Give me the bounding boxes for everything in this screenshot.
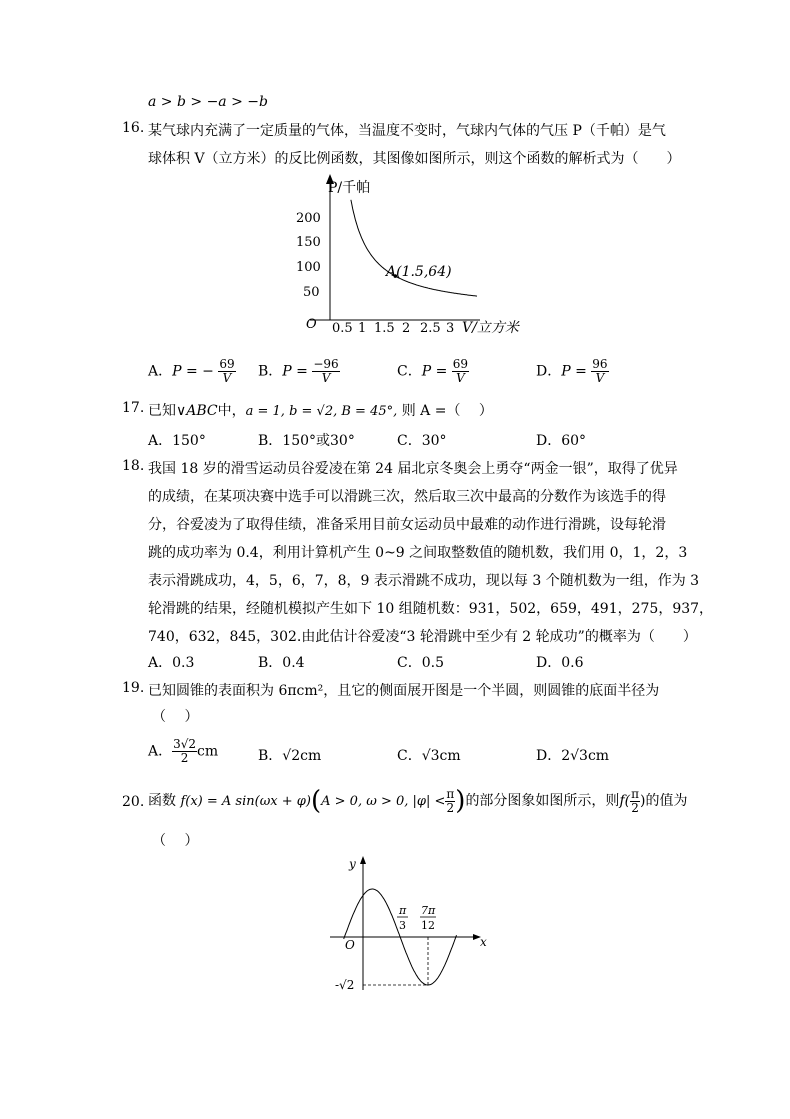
q18-line5: 表示滑跳成功，4，5，6，7，8，9 表示滑跳不成功，现以每 3 个随机数为一组，作为 3 [148, 573, 700, 589]
q20-ask-post: ) [639, 793, 646, 809]
q17-option-d[interactable]: D．60° [536, 433, 587, 449]
q18-line7: 740，632，845，302.由此估计谷爱凌“3 轮滑跳中至少有 2 轮成功”的概率为（ ） [148, 629, 697, 645]
q16-option-c-frac [452, 358, 469, 385]
q18-line3: 分，谷爱凌为了取得佳绩，准备采用目前女运动员中最难的动作进行滑跳，设每轮滑 [148, 517, 666, 533]
q18-line2: 的成绩，在某项决赛中选手可以滑跳三次，然后取三次中最高的分数作为该选手的得 [148, 489, 666, 505]
q16-option-c-num: 69 [452, 357, 469, 371]
q16-option-a-frac [218, 358, 235, 385]
q16-option-b-lhs: P = [282, 363, 308, 380]
q17-conditions: a = 1, b = √2, B = 45°, [245, 404, 398, 419]
q19-option-a-num: 3√2 [173, 737, 197, 751]
q20-line2: （ ） [152, 833, 199, 849]
q19-option-a[interactable] [148, 738, 218, 765]
q20-stem: 函数 f(x) = A sin(ωx + φ)(A > 0, ω > 0, |φ| < $\frac{\pi}{2}$ )的部分图象如图所示，则f( $\frac{\pi}{2}$ )的值为 [148, 786, 688, 816]
q18-option-d[interactable]: D．0.6 [536, 655, 584, 671]
q16-x-tick-2.5: 2.5 [420, 321, 441, 336]
q19-option-a-unit: cm [197, 743, 219, 760]
q20-text-post: 的值为 [645, 793, 688, 809]
q19-option-a-den: 2 [180, 751, 189, 765]
q19-option-b[interactable]: B．√2cm [258, 748, 322, 764]
q16-point-label: A(1.5,64) [386, 264, 452, 280]
q16-option-a-den: V [222, 371, 232, 385]
q16-x-tick-0.5: 0.5 [332, 321, 353, 336]
q16-option-d-num: 96 [592, 357, 608, 371]
q16-option-c-label: C． [397, 363, 422, 380]
q16-x-label: V/立方米 [462, 320, 519, 336]
q19-option-a-frac [172, 738, 197, 765]
q16-option-a[interactable] [148, 358, 236, 385]
q16-option-d[interactable] [536, 358, 609, 385]
q16-x-tick-2: 2 [402, 321, 411, 336]
q20-graph [325, 850, 500, 1000]
q17-option-c[interactable]: C．30° [397, 433, 447, 449]
q19-line2: （ ） [152, 709, 199, 725]
q20-ask-pre: f( [619, 793, 631, 809]
q16-option-b[interactable] [258, 358, 340, 385]
q20-min-label: -√2 [335, 978, 355, 992]
q16-option-b-label: B． [258, 363, 283, 380]
q16-y-label: P/千帕 [328, 180, 371, 196]
q20-tick2-num: 7π [421, 904, 436, 917]
q20-text-mid: 的部分图象如图所示，则 [465, 793, 620, 809]
q16-option-a-lhs: P = − [172, 363, 214, 380]
q16-option-b-frac [312, 358, 339, 385]
q17-option-b[interactable]: B．150°或30° [258, 433, 355, 449]
q16-option-d-label: D． [536, 363, 562, 380]
q16-graph [290, 170, 540, 340]
q16-y-tick-50: 50 [303, 285, 320, 300]
q16-option-d-frac [591, 358, 608, 385]
q20-ask-num: π [631, 786, 639, 801]
q16-origin: O [306, 317, 317, 332]
q16-x-tick-1: 1 [358, 321, 367, 336]
q16-option-a-num: 69 [219, 357, 235, 371]
q19-option-a-label: A． [148, 743, 173, 760]
q20-tick1-den: 3 [399, 919, 406, 932]
q18-option-b[interactable]: B．0.4 [258, 655, 305, 671]
q16-option-d-lhs: P = [561, 363, 587, 380]
q18-option-c[interactable]: C．0.5 [397, 655, 444, 671]
q18-number: 18. [122, 458, 145, 474]
q19-line1: 已知圆锥的表面积为 6πcm²，且它的侧面展开图是一个半圆，则圆锥的底面半径为 [148, 683, 660, 699]
q16-line1: 某气球内充满了一定质量的气体，当温度不变时，气球内气体的气压 P（千帕）是气 [148, 123, 666, 139]
q20-ask-den: 2 [631, 800, 639, 815]
q16-option-c-den: V [456, 371, 465, 385]
q17-text-post: 则 A =（ ） [401, 403, 493, 419]
q20-y-arrow-icon [360, 856, 366, 864]
q16-y-tick-100: 100 [296, 260, 321, 275]
q20-tick2-den: 12 [421, 919, 435, 932]
q16-option-c-lhs: P = [421, 363, 448, 380]
q16-line2: 球体积 V（立方米）的反比例函数，其图像如图所示，则这个函数的解析式为（ ） [148, 151, 681, 167]
q20-func: f(x) = A sin(ωx + φ) [180, 794, 311, 809]
q20-tick1-num: π [399, 904, 407, 917]
q20-cond-den: 2 [446, 800, 455, 815]
q18-line6: 轮滑跳的结果，经随机模拟产生如下 10 组随机数：931，502，659，491，275，937， [148, 601, 714, 617]
q20-cond-frac [445, 788, 455, 815]
q19-option-d[interactable]: D．2√3cm [536, 748, 610, 764]
q19-option-c[interactable]: C．√3cm [397, 748, 461, 764]
q18-line1: 我国 18 岁的滑雪运动员谷爱凌在第 24 届北京冬奥会上勇夺“两金一银”，取得了优异 [148, 461, 678, 477]
top-line: a > b > −a > −b [148, 94, 268, 110]
q18-line4: 跳的成功率为 0.4，利用计算机产生 0~9 之间取整数值的随机数，我们用 0，1，2，3 [148, 545, 688, 561]
q18-option-a[interactable]: A．0.3 [148, 655, 195, 671]
q16-y-tick-150: 150 [296, 235, 321, 250]
q20-cond-num: π [446, 786, 455, 801]
q16-option-c[interactable] [397, 358, 469, 385]
q17-text-mid: 中， [217, 403, 246, 419]
q16-option-d-den: V [595, 371, 605, 385]
q17-triangle: ∨ABC [176, 403, 218, 419]
q20-text-pre: 函数 [148, 793, 176, 809]
q19-number: 19. [122, 680, 145, 696]
q16-curve [351, 200, 477, 296]
q16-x-ticks [332, 321, 454, 336]
q16-y-ticks [296, 211, 321, 300]
q17-stem [148, 400, 493, 420]
q16-x-tick-1.5: 1.5 [374, 321, 395, 336]
q20-x-label: x [480, 935, 487, 949]
q16-x-tick-3: 3 [446, 321, 455, 336]
q16-option-b-num: −96 [313, 357, 339, 371]
q20-origin: O [345, 938, 355, 952]
q20-ask-frac [630, 788, 640, 815]
q20-cond: A > 0, ω > 0, |φ| < [321, 794, 446, 809]
q16-number: 16. [122, 120, 145, 136]
q17-text-pre: 已知 [148, 403, 176, 419]
q16-option-b-den: V [321, 371, 331, 385]
q20-number: 20. [122, 794, 145, 810]
q17-option-a[interactable]: A．150° [148, 433, 206, 449]
q16-option-a-label: A． [148, 363, 173, 380]
q16-y-tick-200: 200 [296, 211, 321, 226]
q20-y-label: y [349, 857, 356, 871]
q17-number: 17. [122, 400, 145, 416]
